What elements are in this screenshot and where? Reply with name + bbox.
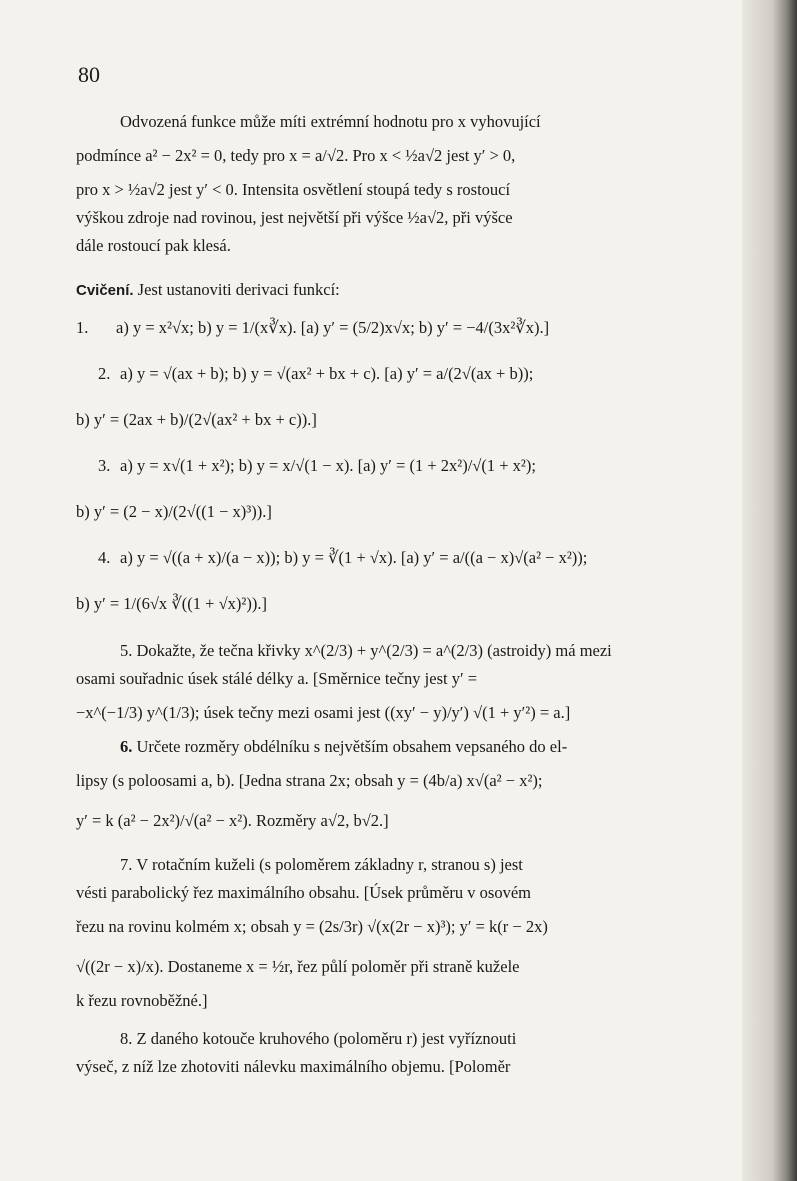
problem-text: Z daného kotouče kruhového (poloměru r) jest vyříznouti: [136, 1029, 517, 1048]
exercise-line: [76, 535, 683, 581]
exercise-text: a) y = x√(1 + x²); b) y = x/√(1 − x). [a) y′ = (1 + 2x²)/√(1 + x²);: [120, 456, 536, 475]
exercise-text: a) y = √(ax + b); b) y = √(ax² + bx + c). [a) y′ = a/(2√(ax + b));: [120, 364, 534, 383]
exercises-header: [76, 276, 683, 305]
problem-line: [76, 637, 683, 665]
exercise-line: b) y′ = (2ax + b)/(2√(ax² + bx + c)).]: [76, 410, 317, 429]
exercises-heading: Cvičení.: [76, 282, 134, 299]
exercise-1: [76, 305, 683, 351]
exercise-2: [76, 351, 683, 443]
exercise-line: [76, 305, 683, 351]
page-number: 80: [78, 62, 100, 87]
intro-line: Odvozená funkce může míti extrémní hodnotu pro x vyhovující: [120, 112, 541, 131]
intro-line: pro x > ½a√2 jest y′ < 0. Intensita osvětlení stoupá tedy s rostoucí: [76, 180, 511, 199]
intro-line: podmínce a² − 2x² = 0, tedy pro x = a/√2. Pro x < ½a√2 jest y′ > 0,: [76, 146, 516, 165]
problem-line: y′ = k (a² − 2x²)/√(a² − x²). Rozměry a√2, b√2.]: [76, 811, 389, 830]
exercise-text: a) y = x²√x; b) y = 1/(x∛x). [a) y′ = (5/2)x√x; b) y′ = −4/(3x²∛x).]: [116, 318, 550, 337]
intro-line: výškou zdroje nad rovinou, jest největší při výšce ½a√2, při výšce: [76, 208, 513, 227]
problem-line: [76, 1025, 683, 1053]
problem-line: [76, 851, 683, 879]
problem-6: [76, 733, 683, 841]
problem-line: vésti parabolický řez maximálního obsahu. [Úsek průměru v osovém: [76, 883, 532, 902]
intro-paragraph: [76, 108, 683, 260]
problem-number: 7.: [120, 855, 133, 874]
problem-number: 6.: [120, 737, 133, 756]
exercise-line: b) y′ = (2 − x)/(2√((1 − x)³)).]: [76, 502, 272, 521]
exercise-3: [76, 443, 683, 535]
problem-line: lipsy (s poloosami a, b). [Jedna strana 2x; obsah y = (4b/a) x√(a² − x²);: [76, 771, 543, 790]
page-content: [76, 108, 683, 1081]
page-edge-shadow: [742, 0, 797, 1181]
exercise-line: [76, 443, 683, 489]
exercises-intro: Jest ustanoviti derivaci funkcí:: [137, 280, 340, 299]
problem-text: Dokažte, že tečna křivky x^(2/3) + y^(2/3) = a^(2/3) (astroidy) má mezi: [136, 641, 612, 660]
exercise-4: [76, 535, 683, 627]
intro-line: dále rostoucí pak klesá.: [76, 236, 231, 255]
exercise-number: 4.: [98, 548, 111, 567]
problem-line: [76, 733, 683, 761]
problem-text: V rotačním kuželi (s poloměrem základny r, stranou s) jest: [136, 855, 523, 874]
problem-line: řezu na rovinu kolmém x; obsah y = (2s/3r) √(x(2r − x)³); y′ = k(r − 2x): [76, 917, 548, 936]
problem-line: −x^(−1/3) y^(1/3); úsek tečny mezi osami jest ((xy′ − y)/y′) √(1 + y′²) = a.]: [76, 703, 571, 722]
problem-8: [76, 1025, 683, 1081]
problem-line: √((2r − x)/x). Dostaneme x = ½r, řez půlí poloměr při straně kužele: [76, 957, 520, 976]
exercise-text: a) y = √((a + x)/(a − x)); b) y = ∛(1 + √x). [a) y′ = a/((a − x)√(a² − x²));: [120, 548, 588, 567]
exercise-number: 3.: [98, 456, 111, 475]
problem-text: Určete rozměry obdélníku s největším obsahem vepsaného do el-: [136, 737, 568, 756]
exercise-line: b) y′ = 1/(6√x ∛((1 + √x)²)).]: [76, 594, 267, 613]
problem-number: 8.: [120, 1029, 133, 1048]
problem-5: [76, 637, 683, 733]
problem-number: 5.: [120, 641, 133, 660]
problem-line: výseč, z níž lze zhotoviti nálevku maximálního objemu. [Poloměr: [76, 1057, 511, 1076]
problem-line: k řezu rovnoběžné.]: [76, 991, 208, 1010]
exercise-line: [76, 351, 683, 397]
exercise-number: 1.: [76, 318, 89, 337]
exercise-number: 2.: [98, 364, 111, 383]
problem-line: osami souřadnic úsek stálé délky a. [Směrnice tečny jest y′ =: [76, 669, 478, 688]
problem-7: [76, 851, 683, 1015]
